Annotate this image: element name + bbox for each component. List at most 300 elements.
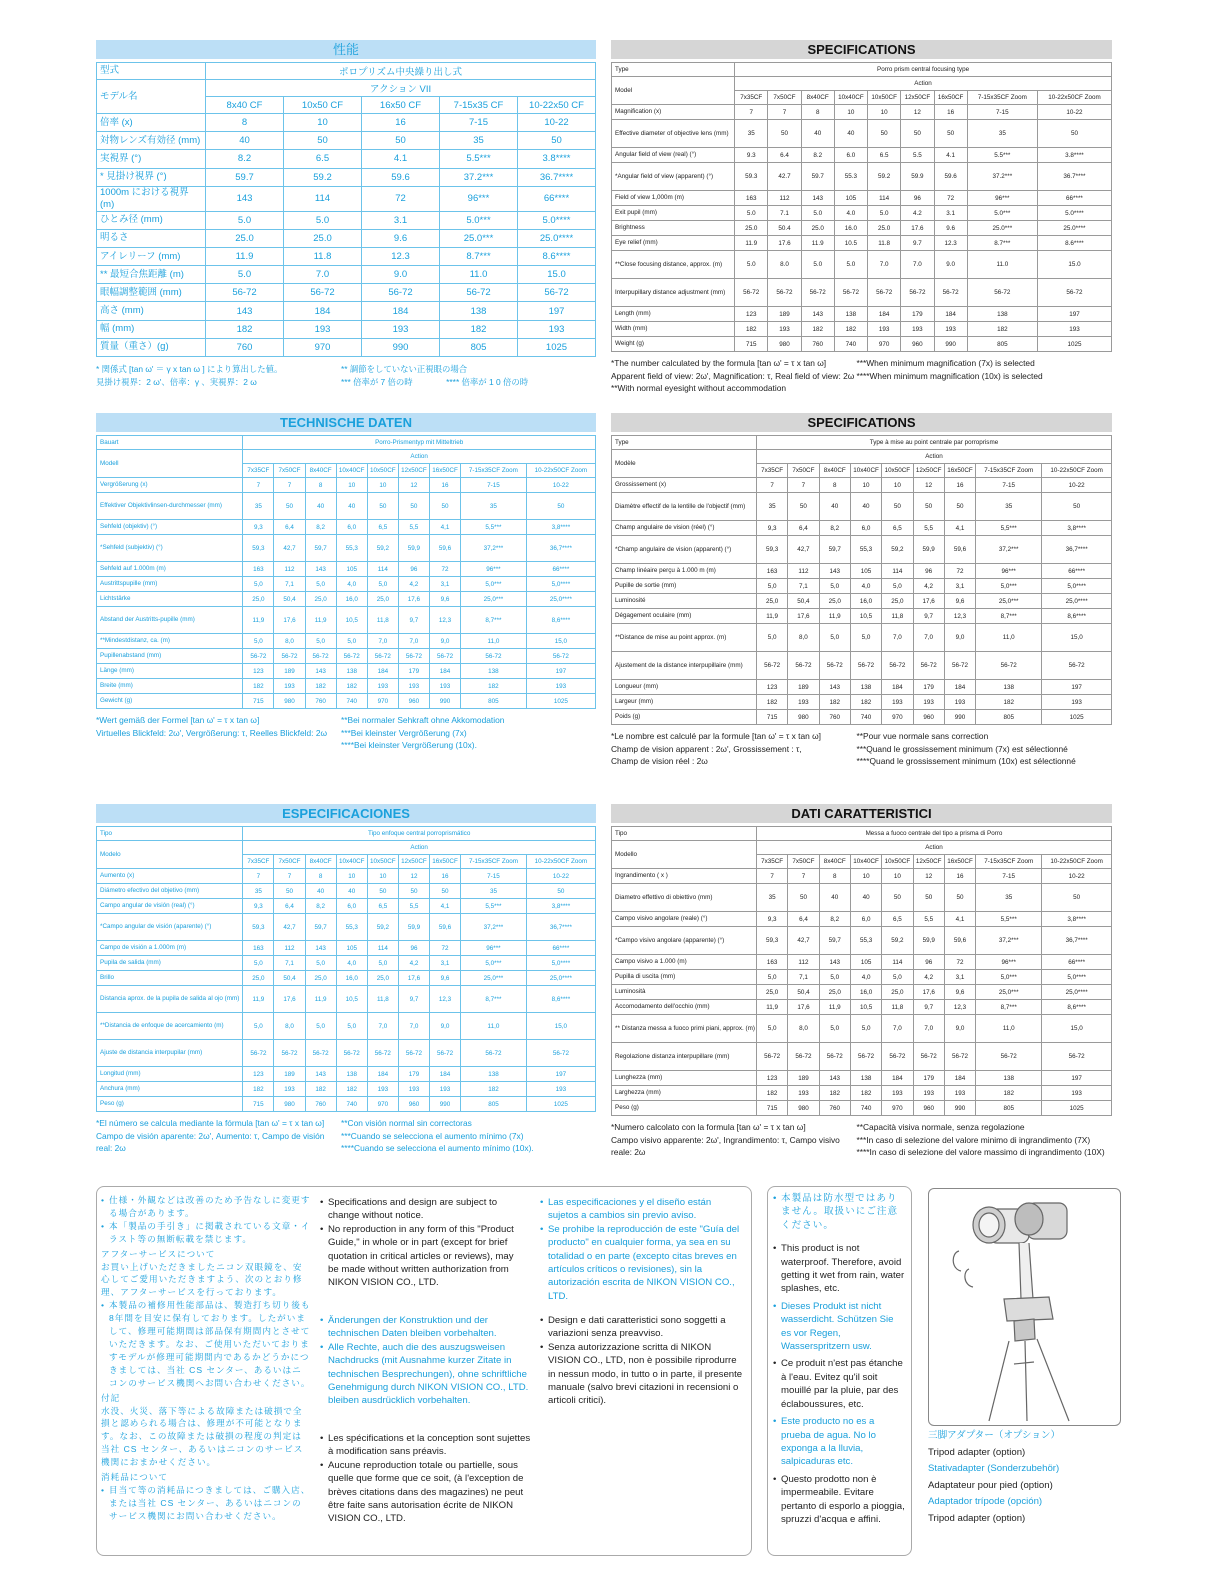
table-cell: 9,0	[944, 1015, 975, 1043]
table-cell: 193	[398, 679, 429, 694]
model-name: 10x40CF	[336, 855, 367, 869]
table-cell: 4,0	[336, 956, 367, 971]
table-cell: 96	[398, 562, 429, 577]
table-cell: 990	[429, 694, 460, 709]
table-cell: 25,0***	[461, 971, 527, 986]
table-cell: 197	[518, 302, 596, 320]
table-cell: 138	[850, 680, 881, 695]
spec-table-de	[96, 435, 596, 709]
table-row	[612, 695, 1112, 710]
table-row	[612, 680, 1112, 695]
table-cell: 25.0***	[440, 229, 518, 247]
model-name: 7x35CF	[756, 464, 787, 478]
type-label: Tipo	[97, 827, 243, 841]
table-cell: 8,7***	[461, 986, 527, 1013]
row-label: Ajuste de distancia interpupilar (mm)	[97, 1040, 243, 1067]
table-cell: 55,3	[850, 927, 881, 955]
table-row	[97, 1013, 596, 1040]
table-cell: 37,2***	[976, 927, 1042, 955]
row-label: *Campo angular de visión (aparente) (°)	[97, 914, 243, 941]
model-name: 10x50CF	[882, 855, 913, 869]
table-cell: 35	[967, 120, 1037, 148]
table-cell: 56-72	[735, 279, 768, 307]
table-cell: 56-72	[868, 279, 901, 307]
table-cell: 7	[768, 105, 801, 120]
table-cell: 56-72	[206, 284, 284, 302]
table-cell: 6,0	[850, 912, 881, 927]
row-label: Weight (g)	[612, 337, 735, 352]
table-cell: 96***	[461, 941, 527, 956]
note-paragraph: 仕様・外観などは改善のため予告なしに変更する場合があります。 •	[101, 1195, 311, 1218]
table-cell: 1025	[518, 338, 596, 356]
table-cell: 17,6	[913, 985, 944, 1000]
table-cell: 56-72	[526, 1040, 595, 1067]
table-cell: 56-72	[913, 652, 944, 680]
table-cell: 40	[819, 884, 850, 912]
table-cell: 105	[834, 191, 867, 206]
table-cell: 9,7	[398, 986, 429, 1013]
type-label: Bauart	[97, 436, 243, 450]
table-cell: 50	[913, 493, 944, 521]
table-row	[612, 884, 1112, 912]
model-name: 8x40CF	[819, 855, 850, 869]
table-cell: 4,0	[850, 970, 881, 985]
table-cell: 56-72	[819, 652, 850, 680]
table-cell: 7.0	[901, 251, 934, 279]
spec-notes-es	[96, 1117, 596, 1155]
table-cell: 7,1	[274, 956, 305, 971]
table-cell: 56-72	[461, 649, 527, 664]
table-cell: 193	[768, 322, 801, 337]
note-item: • Se prohibe la reproducción de este "Guía del producto" en cualquier forma, ya sea en su totalidad o en parte (excepto citas breves en artículos críticos o revisiones), sin la autorización escrita de NIKON VISION CO., LTD.	[540, 1223, 740, 1303]
table-row	[612, 985, 1112, 1000]
notes-column-waterproof	[773, 1192, 905, 1530]
table-cell: 25,0	[243, 592, 274, 607]
table-cell: 50	[430, 884, 461, 899]
row-label: Pupillenabstand (mm)	[97, 649, 243, 664]
table-cell: 36.7****	[1037, 163, 1111, 191]
row-label: **Distance de mise au point approx. (m)	[612, 624, 757, 652]
tripod-captions	[928, 1428, 1118, 1527]
table-row	[612, 564, 1112, 579]
table-cell: 182	[967, 322, 1037, 337]
spec-block-jp	[96, 40, 596, 388]
table-row	[97, 1067, 596, 1082]
table-cell: 25,0****	[526, 971, 595, 986]
model-name: 7-15x35CF Zoom	[461, 464, 527, 478]
table-cell: 7,0	[398, 1013, 429, 1040]
table-cell: 193	[362, 320, 440, 338]
table-cell: 55,3	[850, 536, 881, 564]
model-name: 7x50CF	[274, 464, 305, 478]
table-row	[97, 229, 596, 247]
table-cell: 184	[429, 664, 460, 679]
table-cell: 10	[834, 105, 867, 120]
table-cell: 66****	[518, 186, 596, 211]
table-cell: 960	[398, 694, 429, 709]
model-label: Modell	[97, 450, 243, 478]
note-line: ***Quand le grossissement minimum (7x) est sélectionné	[856, 743, 1068, 754]
note-line: Campo de visión aparente: 2ω', Aumento: τ, Campo de visión real: 2ω	[96, 1130, 325, 1153]
table-cell: 9.3	[735, 148, 768, 163]
row-label: Grossissement (x)	[612, 478, 757, 493]
table-cell: 715	[243, 694, 274, 709]
note-paragraph: お買い上げいただきましたニコン双眼鏡を、安心してご愛用いただきますよう、次のとおり修理、アフターサービスを行っております。	[101, 1261, 303, 1298]
table-cell: 50	[882, 493, 913, 521]
table-cell: 760	[206, 338, 284, 356]
type-value: Tipo enfoque central porroprismático	[243, 827, 596, 841]
table-cell: 11.9	[801, 236, 834, 251]
table-cell: 25,0	[367, 592, 398, 607]
table-cell: 59,6	[944, 927, 975, 955]
table-cell: 193	[901, 322, 934, 337]
table-cell: 805	[967, 337, 1037, 352]
table-row	[612, 579, 1112, 594]
table-cell: 25.0	[801, 221, 834, 236]
table-cell: 990	[944, 1101, 975, 1116]
table-cell: 5,0****	[526, 577, 595, 592]
table-cell: 7,1	[274, 577, 305, 592]
table-cell: 182	[440, 320, 518, 338]
notes-column-de	[320, 1314, 530, 1408]
table-row	[97, 869, 596, 884]
table-cell: 5.0	[834, 251, 867, 279]
table-cell: 59.2	[868, 163, 901, 191]
table-cell: 50	[526, 493, 595, 520]
table-cell: 11.8	[868, 236, 901, 251]
row-label: Longueur (mm)	[612, 680, 757, 695]
table-cell: 11,9	[819, 1000, 850, 1015]
table-cell: 8.6****	[518, 247, 596, 265]
table-cell: 17,6	[788, 609, 819, 624]
table-cell: 5.0	[735, 251, 768, 279]
table-cell: 1025	[1042, 1101, 1112, 1116]
table-cell: 193	[274, 679, 305, 694]
table-cell: 11.0	[967, 251, 1037, 279]
table-cell: 740	[336, 694, 367, 709]
table-cell: 8,6****	[526, 607, 595, 634]
table-cell: 9,6	[944, 985, 975, 1000]
table-row	[612, 955, 1112, 970]
type-value: Messa a fuoco centrale del tipo a prisma di Porro	[756, 827, 1111, 841]
table-cell: 5,5	[398, 520, 429, 535]
table-cell: 56-72	[1042, 652, 1112, 680]
table-cell: 6,5	[882, 521, 913, 536]
table-cell: 5,0	[367, 956, 398, 971]
table-cell: 5,0	[305, 577, 336, 592]
row-label: Pupila de salida (mm)	[97, 956, 243, 971]
note-line: *** 倍率が 7 倍の時 **** 倍率が 1 0 倍の時	[341, 376, 529, 387]
table-cell: 50	[367, 884, 398, 899]
table-cell: 182	[336, 679, 367, 694]
table-cell: 980	[788, 1101, 819, 1116]
note-line: ****Quand le grossissement minimum (10x) est sélectionné	[856, 756, 1076, 766]
table-cell: 1025	[1042, 710, 1112, 725]
model-name: 7x50CF	[768, 91, 801, 105]
table-cell: 12	[913, 869, 944, 884]
model-name: 16x50 CF	[362, 97, 440, 114]
spec-block-es	[96, 804, 596, 1155]
spec-notes-en	[611, 357, 1112, 395]
table-cell: 15,0	[1042, 624, 1112, 652]
table-cell: 179	[398, 664, 429, 679]
row-label: 倍率 (x)	[97, 114, 206, 132]
table-row	[97, 114, 596, 132]
table-cell: 55,3	[336, 914, 367, 941]
note-item: • Senza autorizzazione scritta di NIKON VISION CO., LTD, non è possibile riprodurre in nessun modo, in tutto o in parte, il presente manuale (salvo brevi citazioni in recensioni o articoli critici).	[540, 1341, 744, 1408]
table-cell: 12	[901, 105, 934, 120]
table-cell: 8,2	[819, 521, 850, 536]
table-cell: 11,9	[243, 607, 274, 634]
model-name: 10x40CF	[336, 464, 367, 478]
spec-block-it	[611, 804, 1112, 1159]
table-cell: 59,3	[243, 914, 274, 941]
row-label: Vergrößerung (x)	[97, 478, 243, 493]
model-name: 16x50CF	[430, 855, 461, 869]
table-cell: 96	[913, 564, 944, 579]
table-cell: 5.0	[801, 206, 834, 221]
model-name: 10x50 CF	[284, 97, 362, 114]
table-cell: 56-72	[882, 1043, 913, 1071]
table-cell: 970	[882, 710, 913, 725]
table-cell: 5.0	[206, 266, 284, 284]
table-cell: 25,0	[882, 594, 913, 609]
table-cell: 5.5***	[967, 148, 1037, 163]
table-cell: 114	[284, 186, 362, 211]
row-label: Gewicht (g)	[97, 694, 243, 709]
table-cell: 5,0	[305, 634, 336, 649]
spec-notes-de	[96, 714, 596, 752]
table-cell: 5,0***	[461, 577, 527, 592]
table-cell: 8.7***	[967, 236, 1037, 251]
table-cell: 960	[398, 1097, 429, 1112]
table-cell: 8,0	[788, 1015, 819, 1043]
table-cell: 960	[913, 710, 944, 725]
row-label: Regolazione distanza interpupillare (mm)	[612, 1043, 757, 1071]
table-cell: 96***	[967, 191, 1037, 206]
table-row	[612, 493, 1112, 521]
table-cell: 59,9	[398, 535, 429, 562]
type-label: Type	[612, 436, 757, 450]
table-cell: 72	[429, 562, 460, 577]
table-cell: 182	[756, 1086, 787, 1101]
table-row	[97, 535, 596, 562]
bullet-icon: •	[101, 1195, 106, 1205]
table-cell: 56-72	[243, 649, 274, 664]
table-row	[612, 148, 1112, 163]
table-row	[612, 1000, 1112, 1015]
table-cell: 123	[243, 1067, 274, 1082]
table-cell: 197	[1042, 680, 1112, 695]
table-cell: 1025	[1037, 337, 1111, 352]
table-cell: 25,0	[367, 971, 398, 986]
table-cell: 6,4	[274, 520, 305, 535]
bullet-icon: •	[101, 1220, 106, 1231]
table-cell: 114	[882, 955, 913, 970]
table-row	[612, 624, 1112, 652]
table-row	[97, 914, 596, 941]
table-cell: 11,8	[367, 607, 398, 634]
table-cell: 4,2	[398, 956, 429, 971]
table-cell: 42,7	[274, 535, 305, 562]
table-row	[612, 307, 1112, 322]
table-cell: 56-72	[768, 279, 801, 307]
table-row	[612, 1101, 1112, 1116]
table-cell: 193	[944, 1086, 975, 1101]
table-cell: 197	[1037, 307, 1111, 322]
row-label: Luminosité	[612, 594, 757, 609]
table-cell: 25.0****	[1037, 221, 1111, 236]
spec-block-de	[96, 413, 596, 752]
table-cell: 59,3	[243, 535, 274, 562]
table-cell: 5,0	[819, 1015, 850, 1043]
table-row	[97, 694, 596, 709]
table-cell: 72	[934, 191, 967, 206]
table-cell: 16,0	[336, 971, 367, 986]
table-cell: 184	[934, 307, 967, 322]
table-cell: 37.2***	[440, 168, 518, 186]
table-cell: 9,3	[243, 520, 274, 535]
table-cell: 179	[901, 307, 934, 322]
table-cell: 182	[819, 695, 850, 710]
row-label: *Sehfeld (subjektiv) (°)	[97, 535, 243, 562]
model-name: 7x50CF	[788, 855, 819, 869]
table-cell: 59,9	[913, 927, 944, 955]
model-name: 10x50CF	[367, 464, 398, 478]
table-cell: 193	[913, 695, 944, 710]
row-label: Lunghezza (mm)	[612, 1071, 757, 1086]
table-cell: 50	[882, 884, 913, 912]
table-cell: 193	[882, 695, 913, 710]
table-row	[612, 120, 1112, 148]
row-label: Austrittspupille (mm)	[97, 577, 243, 592]
table-cell: 5,0***	[461, 956, 527, 971]
spec-title-de: TECHNISCHE DATEN	[96, 413, 596, 432]
table-cell: 50	[1042, 884, 1112, 912]
type-value: Porro-Prismentyp mit Mitteltrieb	[243, 436, 596, 450]
table-cell: 11,0	[461, 634, 527, 649]
table-cell: 40	[850, 493, 881, 521]
table-cell: 980	[274, 694, 305, 709]
row-label: Effektiver Objektivlinsen-durchmesser (mm)	[97, 493, 243, 520]
type-value: Porro prism central focusing type	[735, 63, 1112, 77]
table-cell: 11,9	[305, 607, 336, 634]
row-label: Ajustement de la distance interpupillaire (mm)	[612, 652, 757, 680]
table-cell: 72	[430, 941, 461, 956]
table-cell: 25,0	[819, 594, 850, 609]
notes-column-fr	[320, 1432, 532, 1526]
table-cell: 1025	[526, 694, 595, 709]
table-cell: 11.8	[284, 247, 362, 265]
model-name: 8x40CF	[819, 464, 850, 478]
row-label: Diametro effettivo di obiettivo (mm)	[612, 884, 757, 912]
table-cell: 8,7***	[461, 607, 527, 634]
row-label: Aumento (x)	[97, 869, 243, 884]
table-row	[97, 634, 596, 649]
note-item: • Änderungen der Konstruktion und der technischen Daten bleiben vorbehalten.	[320, 1314, 530, 1341]
table-row	[97, 899, 596, 914]
table-cell: 36.7****	[518, 168, 596, 186]
table-cell: 50	[367, 493, 398, 520]
table-cell: 7-15	[976, 869, 1042, 884]
notes-column-es	[540, 1196, 740, 1303]
model-name: 10x40CF	[834, 91, 867, 105]
table-cell: 184	[882, 680, 913, 695]
table-cell: 56-72	[526, 649, 595, 664]
series-row	[612, 450, 1112, 464]
table-cell: 182	[735, 322, 768, 337]
table-cell: 980	[274, 1097, 305, 1112]
table-cell: 9.6	[362, 229, 440, 247]
table-cell: 184	[284, 302, 362, 320]
note-line: *The number calculated by the formula [tan ω' = τ x tan ω]	[611, 358, 827, 368]
row-label: 1000m における視界 (m)	[97, 186, 206, 211]
caption-line: Tripod adapter (option)	[928, 1446, 1026, 1458]
type-label: Tipo	[612, 827, 757, 841]
row-label: **Distancia de enfoque de acercamiento (m)	[97, 1013, 243, 1040]
table-cell: 25,0	[756, 985, 787, 1000]
table-cell: 59,2	[882, 536, 913, 564]
table-cell: 55.3	[834, 163, 867, 191]
row-label: Largeur (mm)	[612, 695, 757, 710]
note-item: • Este producto no es a prueba de agua. No lo exponga a la lluvia, salpicaduras etc.	[773, 1415, 905, 1469]
caption-line: Tripod adapter (option)	[928, 1512, 1026, 1524]
table-cell: 5,0	[336, 634, 367, 649]
table-cell: 10,5	[336, 986, 367, 1013]
table-cell: 123	[756, 1071, 787, 1086]
tripod-illustration	[928, 1188, 1121, 1426]
table-cell: 805	[461, 1097, 527, 1112]
table-cell: 8,2	[305, 899, 336, 914]
table-cell: 25,0***	[976, 594, 1042, 609]
table-cell: 50.4	[768, 221, 801, 236]
table-cell: 36,7****	[526, 535, 595, 562]
table-cell: 7.0	[284, 266, 362, 284]
table-cell: 11,9	[819, 609, 850, 624]
table-cell: 7,0	[882, 624, 913, 652]
table-cell: 56-72	[788, 652, 819, 680]
table-row	[97, 679, 596, 694]
table-cell: 7.1	[768, 206, 801, 221]
model-name: 10x40CF	[850, 855, 881, 869]
caption-line: 三脚アダプター（オプション）	[928, 1430, 1061, 1441]
table-cell: 182	[976, 695, 1042, 710]
note-line: **With normal eyesight without accommodation	[611, 383, 787, 393]
table-cell: 7,0	[398, 634, 429, 649]
model-name: 10-22x50CF Zoom	[1037, 91, 1111, 105]
model-name: 7x35CF	[756, 855, 787, 869]
table-cell: 56-72	[944, 1043, 975, 1071]
row-label: 実視界 (°)	[97, 150, 206, 168]
table-cell: 56-72	[336, 649, 367, 664]
table-cell: 16	[944, 869, 975, 884]
table-cell: 59,9	[398, 914, 429, 941]
table-cell: 56-72	[305, 1040, 336, 1067]
table-cell: 715	[756, 1101, 787, 1116]
model-label: Modello	[612, 841, 757, 869]
type-value: Type à mise au point centrale par porroprisme	[756, 436, 1111, 450]
table-cell: 6,0	[336, 899, 367, 914]
table-cell: 56-72	[1042, 1043, 1112, 1071]
table-cell: 184	[367, 664, 398, 679]
table-cell: 7-15	[967, 105, 1037, 120]
table-cell: 56-72	[440, 284, 518, 302]
table-cell: 50	[768, 120, 801, 148]
table-cell: 123	[243, 664, 274, 679]
table-cell: 17,6	[788, 1000, 819, 1015]
table-cell: 10-22	[1042, 478, 1112, 493]
table-cell: 189	[274, 1067, 305, 1082]
